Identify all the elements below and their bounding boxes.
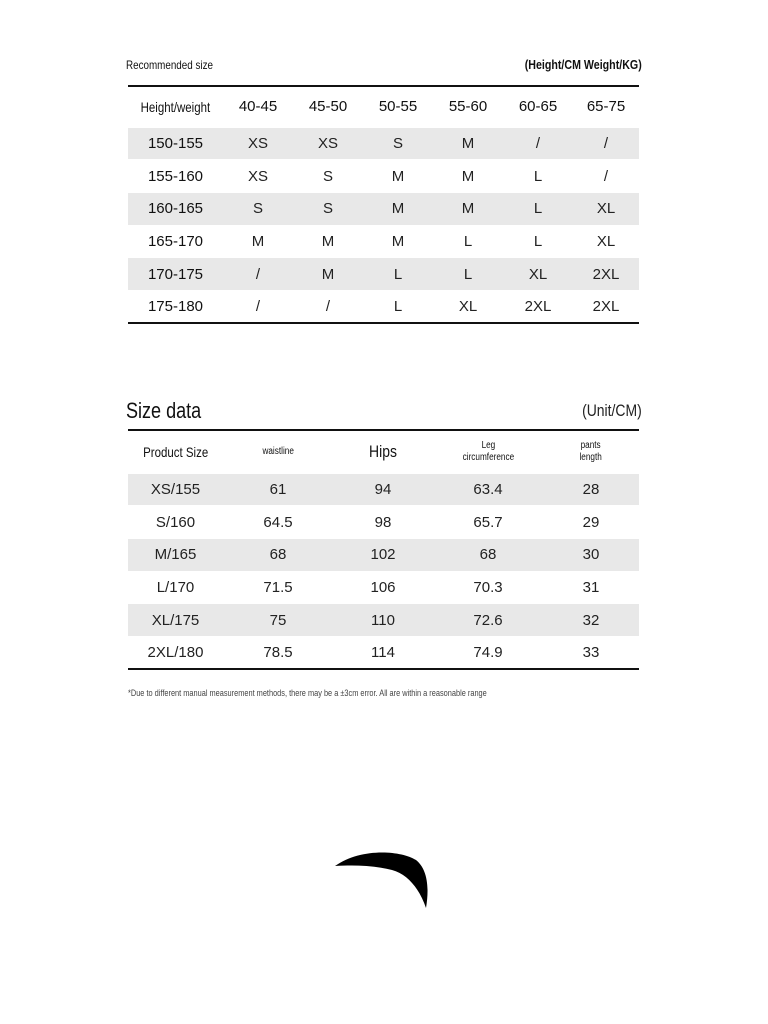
table-cell: 94: [333, 473, 433, 506]
table-cell: /: [223, 258, 293, 291]
table-row: [128, 538, 639, 571]
table-cell: /: [573, 160, 639, 193]
table-cell: L: [433, 258, 503, 291]
table-cell: M: [363, 160, 433, 193]
table-cell: M: [433, 160, 503, 193]
table-cell: XL/175: [128, 604, 223, 637]
table-cell: 70.3: [433, 571, 543, 604]
table-cell: 61: [223, 473, 333, 506]
table-cell: 32: [543, 604, 639, 637]
size-data-table: [128, 429, 639, 670]
header-cell: Product Size: [142, 443, 209, 460]
table-row: [128, 506, 639, 539]
table-cell: 155-160: [128, 160, 223, 193]
table-row: [128, 604, 639, 637]
header-cell: 40-45: [238, 98, 278, 116]
table-cell: 72.6: [433, 604, 543, 637]
table-row: [128, 192, 639, 225]
header-cell: Leg circumference: [462, 439, 514, 463]
header-cell: 60-65: [518, 98, 558, 116]
size-data-unit: (Unit/CM): [582, 401, 642, 420]
recommended-size-unit: (Height/CM Weight/KG): [524, 57, 642, 72]
table-cell: M: [293, 225, 363, 258]
table-header-row: [128, 430, 639, 473]
table-cell: 31: [543, 571, 639, 604]
table-cell: M: [433, 192, 503, 225]
table-cell: 65.7: [433, 506, 543, 539]
table-cell: S: [223, 192, 293, 225]
header-cell: pants length: [579, 439, 603, 463]
header-cell: 50-55: [378, 98, 418, 116]
table-cell: 170-175: [128, 258, 223, 291]
header-cell: 65-75: [586, 98, 626, 116]
table-cell: 64.5: [223, 506, 333, 539]
table-row: [128, 473, 639, 506]
table-cell: /: [503, 127, 573, 160]
table-cell: XS: [223, 160, 293, 193]
table-cell: 68: [433, 538, 543, 571]
table-cell: 78.5: [223, 636, 333, 669]
table-cell: 33: [543, 636, 639, 669]
table-cell: XS: [223, 127, 293, 160]
table-cell: /: [573, 127, 639, 160]
table-cell: L/170: [128, 571, 223, 604]
recommended-size-title: Recommended size: [126, 58, 213, 72]
table-cell: XS: [293, 127, 363, 160]
table-cell: 2XL: [573, 258, 639, 291]
table-cell: 71.5: [223, 571, 333, 604]
table-cell: XL: [503, 258, 573, 291]
table-cell: S: [293, 192, 363, 225]
table-cell: /: [223, 290, 293, 323]
header-cell: 55-60: [448, 98, 488, 116]
table-cell: M: [433, 127, 503, 160]
table-cell: 30: [543, 538, 639, 571]
table-row: [128, 290, 639, 323]
table-cell: 2XL/180: [128, 636, 223, 669]
table-row: [128, 225, 639, 258]
table-cell: XS/155: [128, 473, 223, 506]
table-row: [128, 258, 639, 291]
table-cell: 110: [333, 604, 433, 637]
table-cell: 68: [223, 538, 333, 571]
table-cell: M: [223, 225, 293, 258]
recommended-size-table: [128, 85, 639, 324]
table-cell: 74.9: [433, 636, 543, 669]
brand-swoosh-logo-icon: [335, 852, 428, 908]
table-cell: M/165: [128, 538, 223, 571]
size-data-title: Size data: [126, 398, 202, 423]
table-cell: 28: [543, 473, 639, 506]
table-cell: L: [433, 225, 503, 258]
table-cell: L: [503, 160, 573, 193]
table-cell: L: [503, 225, 573, 258]
table-cell: L: [363, 258, 433, 291]
table-cell: L: [503, 192, 573, 225]
table-cell: S: [293, 160, 363, 193]
table-row: [128, 571, 639, 604]
table-cell: 2XL: [573, 290, 639, 323]
table-cell: 63.4: [433, 473, 543, 506]
header-cell: Height/weight: [140, 98, 211, 115]
table-cell: 175-180: [128, 290, 223, 323]
table-cell: /: [293, 290, 363, 323]
table-row: [128, 127, 639, 160]
table-cell: 102: [333, 538, 433, 571]
table-cell: 160-165: [128, 192, 223, 225]
table-cell: M: [293, 258, 363, 291]
table-cell: S: [363, 127, 433, 160]
table-cell: M: [363, 225, 433, 258]
table-row: [128, 636, 639, 669]
header-cell: 45-50: [308, 98, 348, 116]
table-cell: 114: [333, 636, 433, 669]
table-cell: 106: [333, 571, 433, 604]
table-cell: XL: [573, 192, 639, 225]
table-row: [128, 160, 639, 193]
table-cell: 98: [333, 506, 433, 539]
table-cell: XL: [433, 290, 503, 323]
table-cell: S/160: [128, 506, 223, 539]
table-cell: 29: [543, 506, 639, 539]
table-cell: 2XL: [503, 290, 573, 323]
table-cell: 150-155: [128, 127, 223, 160]
table-cell: 75: [223, 604, 333, 637]
table-header-row: [128, 86, 639, 127]
table-cell: 165-170: [128, 225, 223, 258]
table-cell: L: [363, 290, 433, 323]
table-cell: M: [363, 192, 433, 225]
measurement-footnote: *Due to different manual measurement methods, there may be a ±3cm error. All are within a reasonable range: [128, 688, 487, 698]
brand-swoosh-logo-icon: [330, 850, 434, 912]
table-cell: XL: [573, 225, 639, 258]
header-cell: Hips: [369, 441, 397, 461]
header-cell: waistline: [262, 445, 294, 457]
